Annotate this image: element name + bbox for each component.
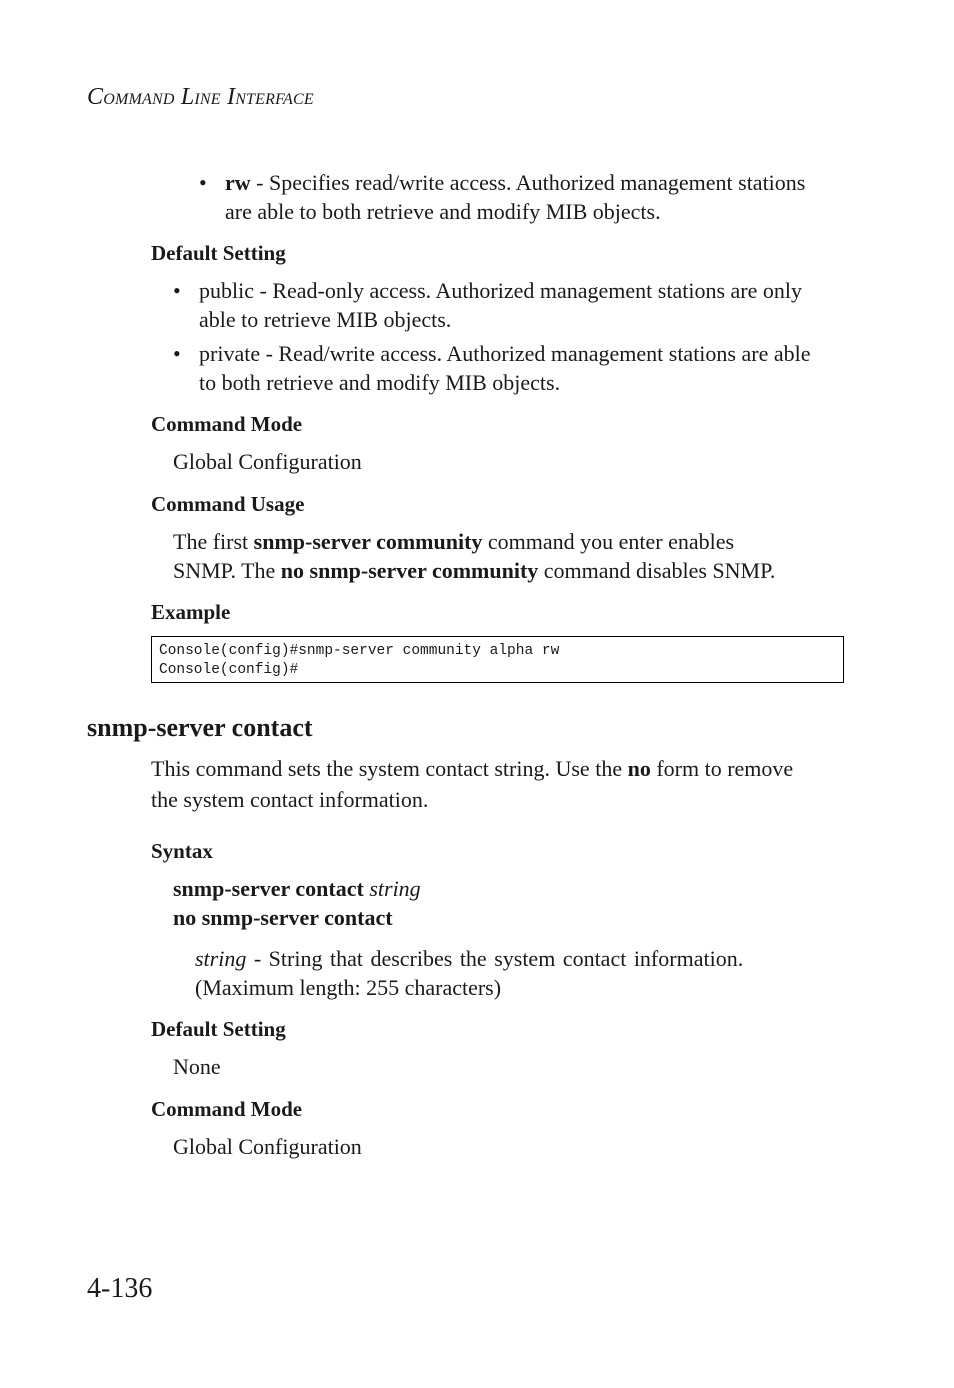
header-part: OMMAND bbox=[103, 91, 175, 108]
param-name: string bbox=[195, 946, 247, 971]
command-keyword: snmp-server community bbox=[253, 529, 483, 554]
bullet-body bbox=[225, 168, 805, 226]
command-keyword: no snmp-server contact bbox=[173, 905, 393, 930]
bullet-line bbox=[225, 168, 805, 197]
section-title: snmp-server contact bbox=[87, 713, 313, 742]
syntax-block bbox=[173, 874, 421, 932]
bullet-body bbox=[199, 339, 810, 397]
usage-text: command you enter enables bbox=[482, 529, 735, 554]
bullet-dot: • bbox=[173, 278, 181, 303]
command-keyword: no snmp-server community bbox=[280, 558, 539, 583]
running-header bbox=[87, 84, 314, 111]
option-term: rw bbox=[225, 170, 251, 195]
example-heading: Example bbox=[151, 600, 231, 624]
default-bullet-public bbox=[173, 276, 873, 334]
bullet-line: private - Read/write access. Authorized management stations are able bbox=[199, 341, 811, 366]
command-usage-text bbox=[173, 527, 775, 585]
desc-line: the system contact information. bbox=[151, 787, 429, 812]
desc-text: form to remove bbox=[650, 756, 794, 781]
bullet-line: to both retrieve and modify MIB objects. bbox=[199, 370, 561, 395]
param-line bbox=[195, 944, 743, 973]
default-setting-value: None bbox=[173, 1054, 221, 1079]
command-mode-heading: Command Mode bbox=[151, 1097, 303, 1121]
command-mode-value: Global Configuration bbox=[173, 449, 362, 474]
usage-text: SNMP. The bbox=[173, 558, 281, 583]
rw-bullet bbox=[199, 168, 859, 226]
bullet-line: are able to both retrieve and modify MIB objects. bbox=[225, 199, 661, 224]
code-line: Console(config)# bbox=[159, 662, 299, 678]
header-part: L bbox=[180, 84, 195, 110]
param-line: (Maximum length: 255 characters) bbox=[195, 975, 502, 1000]
section-description bbox=[151, 753, 793, 815]
command-mode-heading: Command Mode bbox=[151, 412, 303, 436]
header-part: INE bbox=[194, 91, 221, 108]
default-bullet-private bbox=[173, 339, 873, 397]
default-setting-heading: Default Setting bbox=[151, 241, 286, 265]
command-keyword: no bbox=[627, 756, 651, 781]
example-code-block bbox=[151, 636, 844, 683]
bullet-line: able to retrieve MIB objects. bbox=[199, 307, 452, 332]
page-number: 4-136 bbox=[87, 1273, 153, 1304]
command-keyword: snmp-server contact bbox=[173, 876, 364, 901]
bullet-line: public - Read-only access. Authorized management stations are only bbox=[199, 278, 802, 303]
parameter-description bbox=[195, 944, 743, 1002]
syntax-line bbox=[173, 903, 421, 932]
syntax-line bbox=[173, 874, 421, 903]
bullet-body bbox=[199, 276, 802, 334]
syntax-heading: Syntax bbox=[151, 839, 213, 863]
desc-line bbox=[151, 753, 793, 784]
desc-text: This command sets the system contact string. Use the bbox=[151, 756, 628, 781]
bullet-dot: • bbox=[173, 341, 181, 366]
usage-line bbox=[173, 556, 775, 585]
usage-text: The first bbox=[173, 529, 254, 554]
code-line: Console(config)#snmp-server community alpha rw bbox=[159, 643, 560, 659]
header-part: C bbox=[87, 84, 104, 110]
header-part: NTERFACE bbox=[235, 91, 314, 108]
command-mode-value: Global Configuration bbox=[173, 1134, 362, 1159]
default-setting-heading: Default Setting bbox=[151, 1017, 286, 1041]
param-name: string bbox=[369, 876, 421, 901]
option-desc: - Specifies read/write access. Authorized management stations bbox=[250, 170, 806, 195]
usage-line bbox=[173, 527, 775, 556]
header-part: I bbox=[226, 84, 236, 110]
command-usage-heading: Command Usage bbox=[151, 492, 305, 516]
bullet-dot: • bbox=[199, 170, 207, 195]
param-desc: - String that describes the system contact information. bbox=[246, 946, 744, 971]
usage-text: command disables SNMP. bbox=[538, 558, 776, 583]
